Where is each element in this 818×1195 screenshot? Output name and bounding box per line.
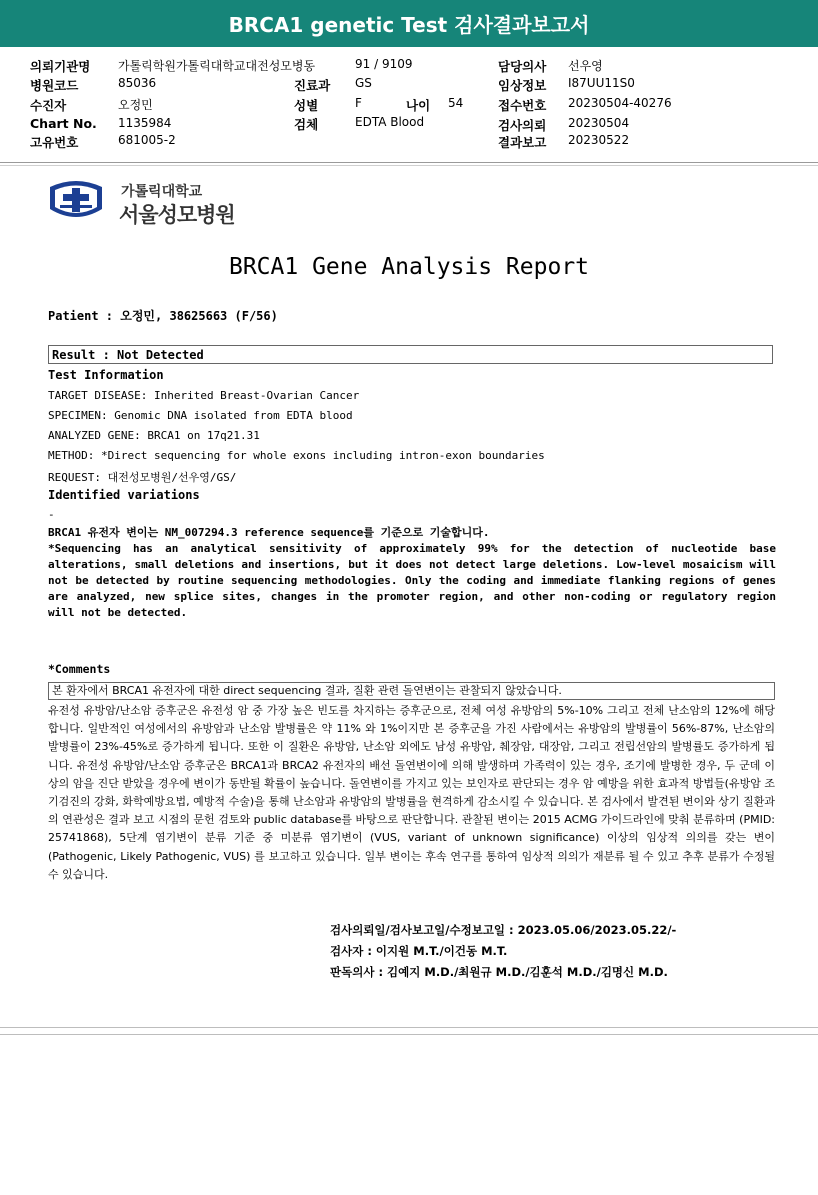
patient-meta-panel xyxy=(0,52,818,156)
comment-paragraph: 유전성 유방암/난소암 증후군은 유전성 암 중 가장 높은 빈도를 차지하는 증후군으로, 전체 여성 유방암의 5%-10% 그리고 전체 난소암의 12%에 해당합니다. 일반적인 여성에서의 유방암과 난소암 발병률은 약 11% 와 1%이지만 본 증후군을 가진 사람에서는 유방암의 발병률이 56%-87%, 난소암의 발병률이 23%-45%로 증가하게 됩니다. 또한 이 질환은 유방암, 난소암 외에도 남성 유방암, 췌장암, 대장암, 그리고 전립선암의 발병률도 증가하게 됩니다. 유전성 유방암/난소암 증후군은 BRCA1과 BRCA2 유전자의 배선 돌연변이에 의해 발생하며 가족력이 있는 경우, 조기에 발병한 경우, 두 군데 이상의 암을 진단 받았을 경우에 변이가 동반될 확률이 높습니다. 돌연변이를 가지고 있는 보인자로 판단되는 경우 암 예방을 위한 효과적 방법들(유방암 조기검진의 강화, 화학예방요법, 예방적 수술)을 통해 난소암과 유방암의 발병률을 현격하게 감소시킬 수 있습니다. 본 검사에서 발견된 변이와 상기 질환과의 연관성은 결과 보고 시점의 문헌 검토와 public database를 바탕으로 판단합니다. 관찰된 변이는 2015 ACMG 가이드라인에 맞춰 분류하며 (PMID: 25741868), 5단계 염기변이 분류 기준 중 미분류 염기변이 (VUS, variant of unknown significance) 이상의 임상적 의의를 갖는 변이 (Pathogenic, Likely Pathogenic, VUS) 를 보고하고 있습니다. 일부 변이는 후속 연구를 통하여 임상적 의의가 재분류 될 수 있고 추후 분류가 수정될 수 있습니다. xyxy=(48,704,775,881)
footer-divider xyxy=(0,1027,818,1028)
meta-value-unique-no: 681005-2 xyxy=(118,133,176,147)
meta-label-hospital-code: 병원코드 xyxy=(30,78,79,93)
meta-value-ward: 91 / 9109 xyxy=(355,57,413,71)
meta-value-chart-no: 1135984 xyxy=(118,116,172,130)
meta-value-doctor: 선우영 xyxy=(568,59,603,73)
patient-line: Patient : 오정민, 38625663 (F/56) xyxy=(48,309,278,323)
report-heading: BRCA1 Gene Analysis Report xyxy=(228,254,590,280)
meta-label-chart-no: Chart No. xyxy=(30,116,97,131)
meta-label-clinical-info: 임상정보 xyxy=(498,78,547,93)
identified-variations-value: - xyxy=(48,508,55,521)
request-line: REQUEST: 대전성모병원/선우영/GS/ xyxy=(48,471,237,484)
meta-label-doctor: 담당의사 xyxy=(498,59,547,74)
meta-value-dept: GS xyxy=(355,76,372,90)
comment-summary-box: 본 환자에서 BRCA1 유전자에 대한 direct sequencing 결과, 질환 관련 돌연변이는 관찰되지 않았습니다. xyxy=(48,682,775,700)
meta-value-sex: F xyxy=(355,96,362,110)
meta-label-dept: 진료과 xyxy=(294,78,331,93)
sequencing-note xyxy=(48,525,776,621)
result-box: Result : Not Detected xyxy=(48,345,773,364)
meta-value-request-date: 20230504 xyxy=(568,116,630,130)
signature-doctors: 판독의사 : 김예지 M.D./최원규 M.D./김훈석 M.D./김명신 M.D. xyxy=(330,965,668,979)
meta-label-patient: 수진자 xyxy=(30,98,67,113)
meta-label-institution: 의뢰기관명 xyxy=(30,59,91,74)
meta-value-patient: 오정민 xyxy=(118,98,153,112)
target-disease-line: TARGET DISEASE: Inherited Breast-Ovarian Cancer xyxy=(48,389,360,402)
meta-value-age: 54 xyxy=(448,96,464,110)
meta-value-report-date: 20230522 xyxy=(568,133,630,147)
meta-label-age: 나이 xyxy=(406,98,431,113)
catholic-university-emblem-icon xyxy=(48,179,104,223)
meta-value-receipt-no: 20230504-40276 xyxy=(568,96,672,110)
analyzed-gene-line: ANALYZED GENE: BRCA1 on 17q21.31 xyxy=(48,429,260,442)
footer-divider-lower xyxy=(0,1034,818,1035)
reference-sequence-note: BRCA1 유전자 변이는 NM_007294.3 reference sequence를 기준으로 기술합니다. xyxy=(48,526,490,539)
sensitivity-note: *Sequencing has an analytical sensitivity of approximately 99% for the detection of nucleotide base alterations, small deletions and insertions, but it does not detect large deletions. Low-level mosaicism will not be detected by routine sequencing methodologies. Only the coding and immediate flanking regions of genes are analyzed, new splice sites, changes in the promoter region, and other non-coding or regulatory region will not be detected. xyxy=(48,542,776,619)
logo-hospital-name: 서울성모병원 xyxy=(119,203,235,227)
meta-value-institution: 가톨릭학원가톨릭대학교대전성모병동 xyxy=(118,59,316,73)
meta-label-specimen: 검체 xyxy=(294,117,319,132)
logo-org-name: 가톨릭대학교 xyxy=(121,184,203,200)
report-title-bar xyxy=(0,0,818,47)
meta-value-specimen: EDTA Blood xyxy=(355,115,425,129)
meta-label-receipt-no: 접수번호 xyxy=(498,98,547,113)
method-line: METHOD: *Direct sequencing for whole exons including intron-exon boundaries xyxy=(48,449,545,462)
specimen-line: SPECIMEN: Genomic DNA isolated from EDTA blood xyxy=(48,409,353,422)
test-information-heading: Test Information xyxy=(48,368,164,382)
meta-value-clinical-info: I87UU11S0 xyxy=(568,76,635,90)
comments-heading: *Comments xyxy=(48,662,111,676)
meta-label-unique-no: 고유번호 xyxy=(30,135,79,150)
identified-variations-heading: Identified variations xyxy=(48,488,200,502)
header-divider xyxy=(0,162,818,163)
signature-examiner: 검사자 : 이지원 M.T./이건동 M.T. xyxy=(330,944,508,958)
meta-label-sex: 성별 xyxy=(294,98,319,113)
header-divider-shadow xyxy=(0,165,818,166)
meta-label-request-date: 검사의뢰 xyxy=(498,118,547,133)
report-window-title: BRCA1 genetic Test 검사결과보고서 xyxy=(228,13,590,37)
meta-label-report-date: 결과보고 xyxy=(498,135,547,150)
signature-dates: 검사의뢰일/검사보고일/수정보고일 : 2023.05.06/2023.05.22/- xyxy=(330,923,677,937)
meta-value-hospital-code: 85036 xyxy=(118,76,157,90)
